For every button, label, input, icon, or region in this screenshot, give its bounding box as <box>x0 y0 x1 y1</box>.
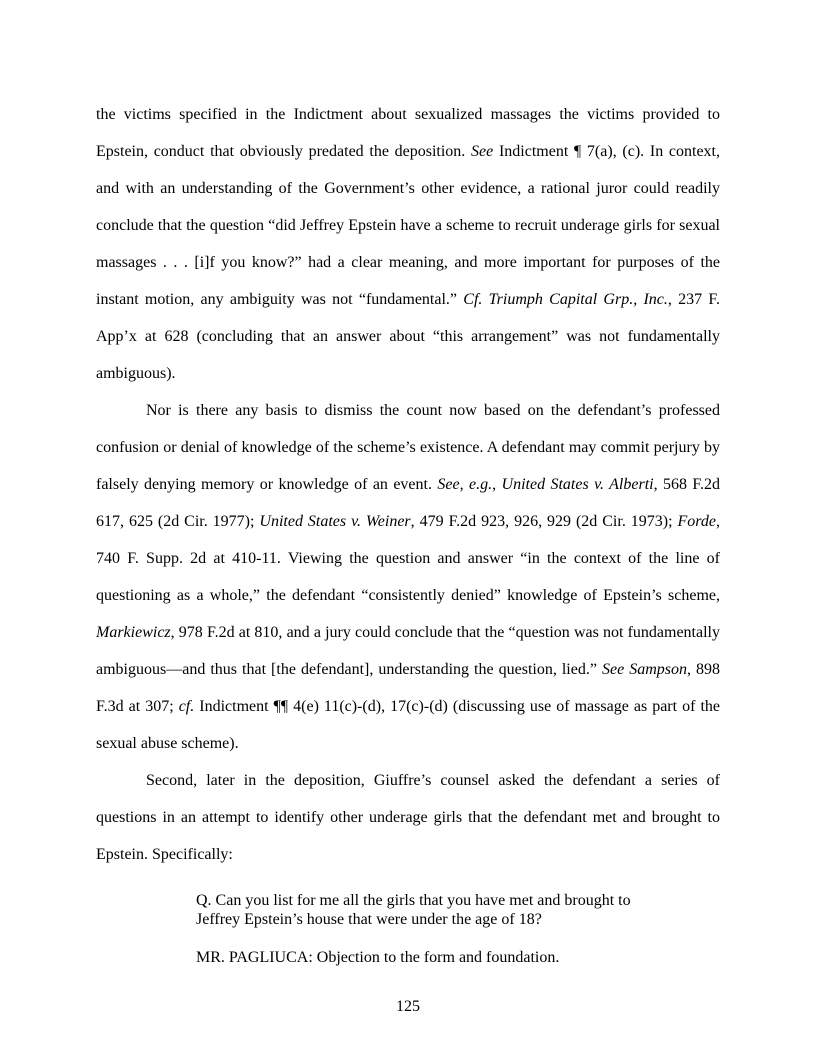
italic-text-run: Cf. Triumph Capital Grp., Inc. <box>463 291 668 308</box>
text-run: , 740 F. Supp. 2d at 410-11. Viewing the question and answer “in the context of the line of questioning as a whole,” the defendant “consistently denied” knowledge of Epstein’s scheme, <box>96 513 720 604</box>
text-run: the victims specified in the Indictment about sexualized massages the victims provided to Epstein, conduct that obviously predated the deposition. <box>96 106 720 160</box>
text-run: MR. PAGLIUCA: Objection to the form and foundation. <box>196 949 560 966</box>
italic-text-run: See, e.g. <box>437 476 493 493</box>
italic-text-run: United States v. Weiner <box>259 513 411 530</box>
italic-text-run: Forde <box>677 513 716 530</box>
text-run: Nor is there any basis to dismiss the count now based on the defendant’s professed confusion or denial of knowledge of the scheme’s existence. A defendant may commit perjury by falsely denying memory or knowledge of an event. <box>96 402 720 493</box>
text-run: Q. Can you list for me all the girls that you have met and brought to Jeffrey Epstein’s house that were under the age of 18? <box>196 892 631 928</box>
document-body <box>96 96 720 967</box>
page-footer <box>0 998 816 1016</box>
text-run: Indictment ¶ 7(a), (c). In context, and with an understanding of the Government’s other evidence, a rational juror could readily conclude that the question “did Jeffrey Epstein have a scheme to recruit underage girls for sexual massages . . . [i]f you know?” had a clear meaning, and more important for purposes of the instant motion, any ambiguity was not “fundamental.” <box>96 143 721 308</box>
text-run: , 568 F.2d 617, 625 (2d Cir. 1977); <box>96 476 721 530</box>
page-number: 125 <box>396 998 420 1015</box>
italic-text-run: United States v. Alberti <box>501 476 654 493</box>
text-run: , 479 F.2d 923, 926, 929 (2d Cir. 1973); <box>410 513 678 530</box>
text-run: , 978 F.2d at 810, and a jury could conclude that the “question was not fundamentally ambiguous—and thus that [the defendant], understanding the question, lied.” <box>96 624 720 678</box>
text-run: , <box>492 476 502 493</box>
italic-text-run: cf. <box>178 698 195 715</box>
text-run: , 237 F. App’x at 628 (concluding that an answer about “this arrangement” was not fundamentally ambiguous). <box>96 291 721 382</box>
italic-text-run: See Sampson <box>601 661 687 678</box>
text-run: Second, later in the deposition, Giuffre’s counsel asked the defendant a series of questions in an attempt to identify other underage girls that the defendant met and brought to Epstein. Specifically: <box>96 772 720 863</box>
italic-text-run: Markiewicz <box>96 624 171 641</box>
text-run: , 898 F.3d at 307; <box>96 661 721 715</box>
body-paragraph <box>96 392 720 762</box>
blockquote-paragraph <box>196 948 641 967</box>
text-run: Indictment ¶¶ 4(e) 11(c)-(d), 17(c)-(d) (discussing use of massage as part of the sexual abuse scheme). <box>96 698 721 752</box>
body-paragraph <box>96 762 720 873</box>
blockquote-paragraph <box>196 891 641 929</box>
italic-text-run: See <box>471 143 494 160</box>
body-paragraph <box>96 96 720 392</box>
